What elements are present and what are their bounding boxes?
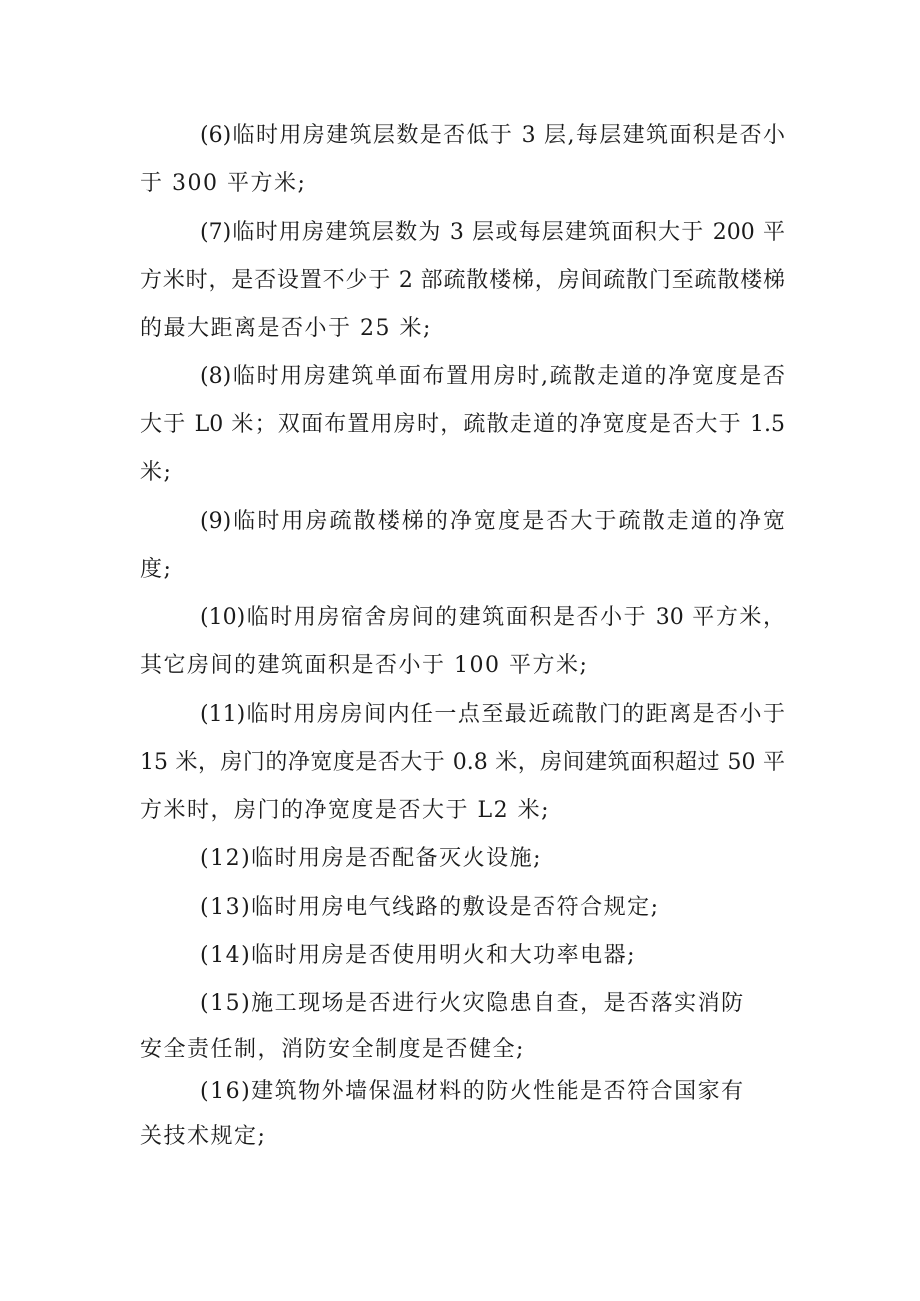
item-15-line-1: (15)施工现场是否进行火灾隐患自查，是否落实消防 (200, 991, 745, 1016)
item-8-line-1: (8)临时用房建筑单面布置用房时,疏散走道的净宽度是否 (200, 364, 785, 389)
item-11-line-2: 15 米，房门的净宽度是否大于 0.8 米，房间建筑面积超过 50 平 (140, 750, 785, 775)
item-7-line-1: (7)临时用房建筑层数为 3 层或每层建筑面积大于 200 平 (200, 220, 785, 245)
item-9-line-2: 度; (140, 557, 173, 582)
item-11-line-3: 方米时，房门的净宽度是否大于 L2 米; (140, 798, 551, 823)
item-15-line-2: 安全责任制，消防安全制度是否健全; (140, 1037, 525, 1062)
item-8-line-3: 米; (140, 460, 173, 485)
item-11-line-1: (11)临时用房房间内任一点至最近疏散门的距离是否小于 (200, 702, 785, 727)
item-16-line-1: (16)建筑物外墙保温材料的防火性能是否符合国家有 (200, 1079, 745, 1104)
item-8-line-2: 大于 L0 米；双面布置用房时，疏散走道的净宽度是否大于 1.5 (140, 412, 785, 437)
item-7-line-3: 的最大距离是否小于 25 米; (140, 316, 432, 341)
item-12-line-1: (12)临时用房是否配备灭火设施; (200, 846, 543, 871)
item-6-line-1: (6)临时用房建筑层数是否低于 3 层,每层建筑面积是否小 (200, 123, 785, 148)
item-6-line-2: 于 300 平方米; (140, 171, 307, 196)
item-16-line-2: 关技术规定; (140, 1124, 267, 1149)
item-9-line-1: (9)临时用房疏散楼梯的净宽度是否大于疏散走道的净宽 (200, 509, 785, 534)
item-14-line-1: (14)临时用房是否使用明火和大功率电器; (200, 943, 637, 968)
item-7-line-2: 方米时，是否设置不少于 2 部疏散楼梯，房间疏散门至疏散楼梯 (140, 268, 785, 293)
item-10-line-2: 其它房间的建筑面积是否小于 100 平方米; (140, 653, 589, 678)
item-13-line-1: (13)临时用房电气线路的敷设是否符合规定; (200, 895, 660, 920)
item-10-line-1: (10)临时用房宿舍房间的建筑面积是否小于 30 平方米， (200, 605, 785, 630)
